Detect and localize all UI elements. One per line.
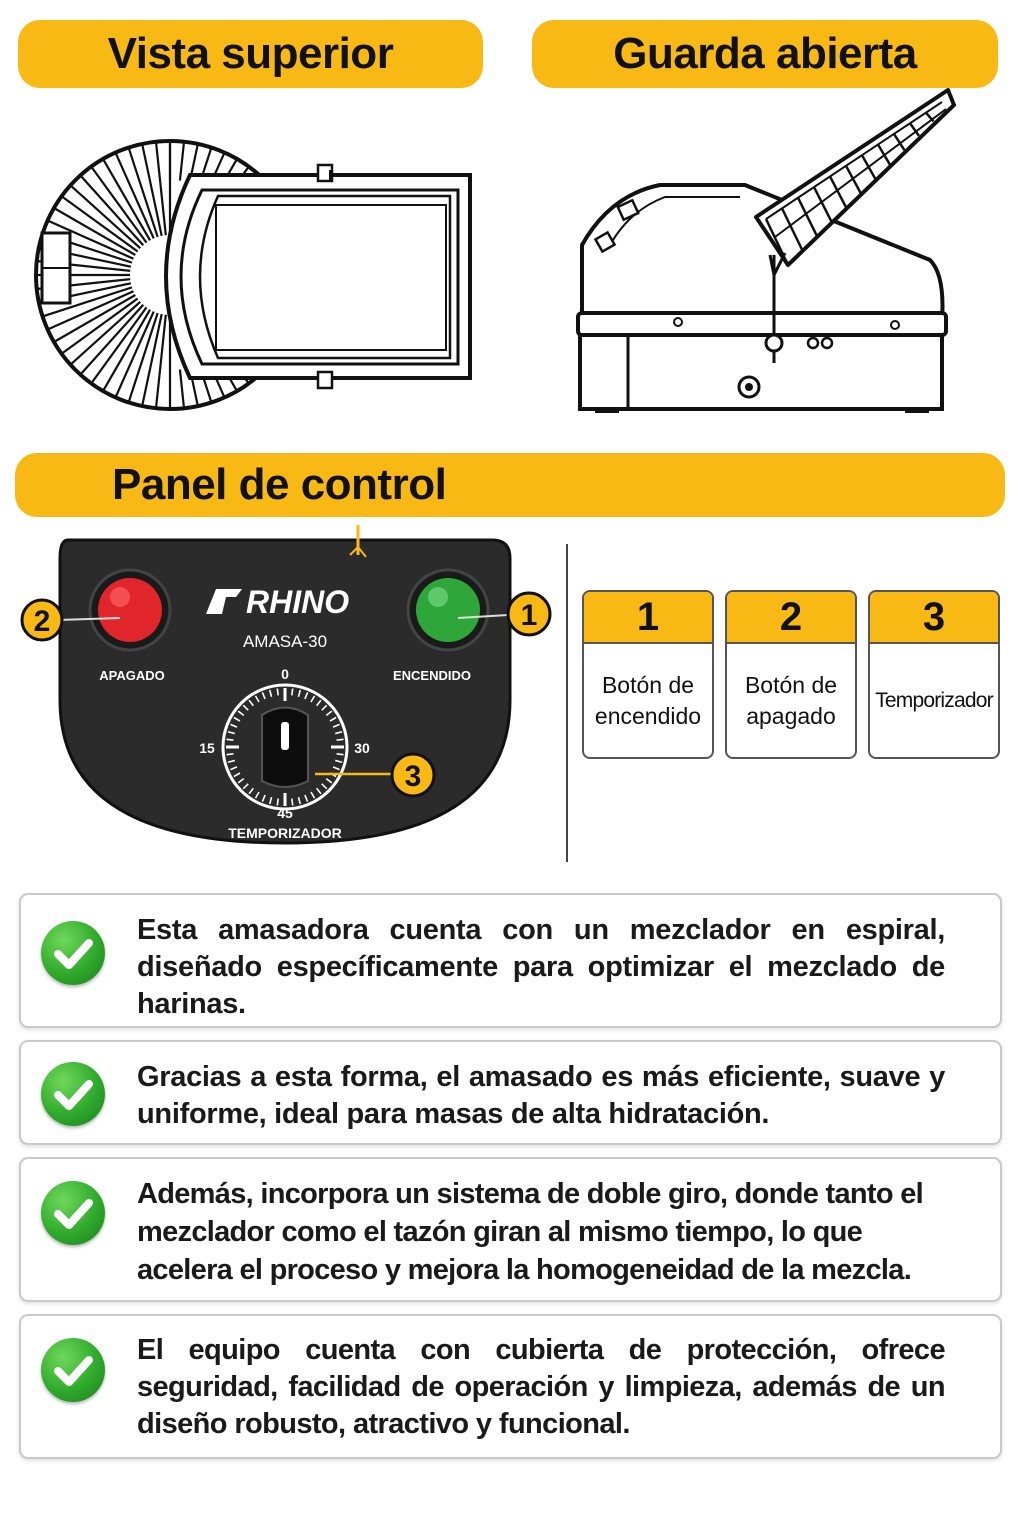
feature-card-4 [19,1314,1002,1459]
callout-2: 2 [33,605,51,638]
callout-1: 1 [520,599,538,632]
timer-mark-15: 15 [199,740,215,756]
top-view-illustration [30,128,490,428]
legend-item-1 [582,590,714,759]
feature-text: Esta amasadora cuenta con un mezclador en espiral, diseñado específicamente para optimizar el mezclado de harinas. [137,914,945,1020]
control-panel-title: Panel de control [15,453,1005,517]
check-circle-icon [41,1062,105,1126]
model-label: AMASA-30 [242,632,328,651]
open-guard-illustration [570,85,960,425]
check-circle-icon [41,921,105,985]
check-circle-icon [41,1181,105,1245]
feature-card-2 [19,1040,1002,1145]
legend-text: Botón de encendido [594,671,702,729]
off-label: APAGADO [99,668,165,683]
legend-text: Temporizador [875,689,993,712]
top-view-title: Vista superior [18,20,483,88]
feature-text: Además, incorpora un sistema de doble giro, donde tanto el mezclador como el tazón giran al mismo tiempo, lo que acelera el proceso y mejora la homogeneidad de la mezcla. [137,1178,924,1286]
legend-item-2 [725,590,857,759]
timer-mark-45: 45 [277,805,293,821]
brand-logo: RHINO [246,584,350,620]
open-guard-title: Guarda abierta [532,20,998,88]
legend-number: 1 [584,592,712,644]
on-label: ENCENDIDO [392,668,472,683]
callout-3: 3 [404,760,422,793]
legend-number: 2 [727,592,855,644]
feature-card-3 [19,1157,1002,1302]
legend-text: Botón de apagado [744,671,838,729]
timer-label: TEMPORIZADOR [228,825,342,841]
section-divider [566,544,568,862]
legend-number: 3 [870,592,998,644]
timer-mark-0: 0 [281,666,289,682]
timer-mark-30: 30 [354,740,370,756]
control-panel-illustration [10,525,555,855]
feature-text: El equipo cuenta con cubierta de protección, ofrece seguridad, facilidad de operación y limpieza, además de un diseño robusto, atractivo y funcional. [137,1334,945,1440]
feature-text: Gracias a esta forma, el amasado es más eficiente, suave y uniforme, ideal para masas de alta hidratación. [137,1061,945,1130]
check-circle-icon [41,1338,105,1402]
feature-card-1 [19,893,1002,1028]
legend-item-3 [868,590,1000,759]
